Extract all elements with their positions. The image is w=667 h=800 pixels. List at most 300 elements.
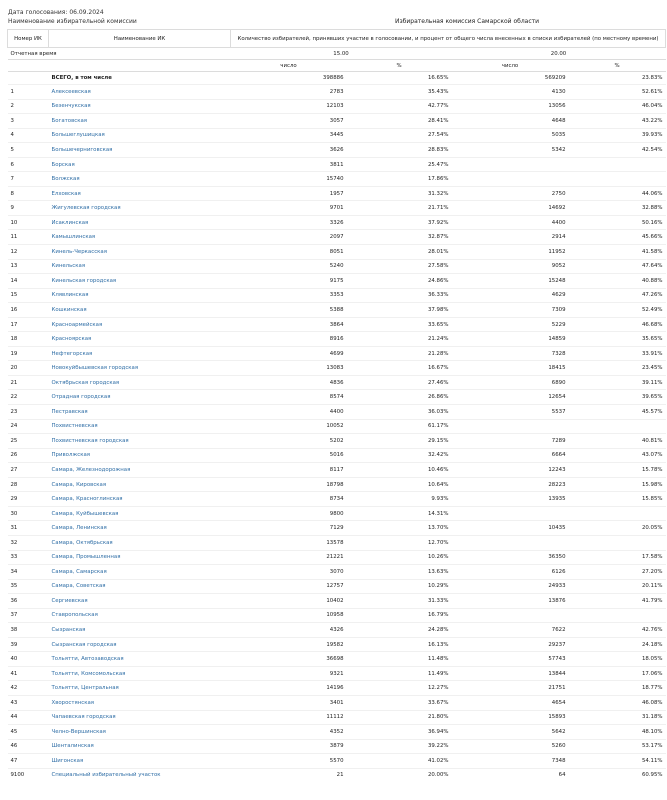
- commission-link[interactable]: Сызранская городская: [51, 641, 117, 648]
- commission-link[interactable]: Тольятти, Автозаводская: [51, 656, 124, 663]
- count-20: [452, 535, 569, 550]
- count-20: 5642: [452, 725, 569, 740]
- count-20: 4648: [452, 114, 569, 129]
- pct-15: 28.41%: [347, 114, 452, 129]
- count-20: 15893: [452, 710, 569, 725]
- row-number: 35: [8, 579, 49, 594]
- pct-20: 48.10%: [569, 725, 666, 740]
- count-20: [452, 172, 569, 187]
- total-row: [8, 72, 666, 85]
- row-number: 41: [8, 666, 49, 681]
- pct-20: 42.54%: [569, 143, 666, 158]
- pct-15: 10.29%: [347, 579, 452, 594]
- row-number: 36: [8, 594, 49, 609]
- row-name-cell: [49, 114, 231, 129]
- pct-15: 36.33%: [347, 288, 452, 303]
- count-20: 13844: [452, 666, 569, 681]
- commission-link[interactable]: Кинельская городская: [51, 277, 117, 284]
- row-name-cell: [49, 754, 231, 769]
- commission-link[interactable]: Красноярская: [51, 336, 92, 343]
- pct-15: 13.63%: [347, 565, 452, 580]
- table-row: [8, 303, 666, 318]
- pct-15: 39.22%: [347, 739, 452, 754]
- count-20: 29237: [452, 637, 569, 652]
- commission-link[interactable]: Отрадная городская: [51, 394, 111, 401]
- commission-link[interactable]: Алексеевская: [51, 88, 91, 95]
- count-15: 3401: [231, 695, 347, 710]
- pct-15: 41.02%: [347, 754, 452, 769]
- commission-link[interactable]: Ставропольская: [51, 612, 98, 619]
- pct-15: 35.43%: [347, 85, 452, 100]
- commission-link[interactable]: Самара, Ленинская: [51, 525, 107, 532]
- pct-20: 46.08%: [569, 695, 666, 710]
- table-row: [8, 725, 666, 740]
- row-number: 26: [8, 448, 49, 463]
- pct-20: 18.77%: [569, 681, 666, 696]
- commission-link[interactable]: Похвистневская городская: [51, 437, 129, 444]
- pct-20: 17.06%: [569, 666, 666, 681]
- commission-link[interactable]: Безенчукская: [51, 103, 91, 110]
- count-15: 8734: [231, 492, 347, 507]
- table-row: [8, 623, 666, 638]
- count-15: 3326: [231, 215, 347, 230]
- commission-link[interactable]: Пестравская: [51, 408, 88, 415]
- table-row: [8, 448, 666, 463]
- count-15: 3811: [231, 157, 347, 172]
- pct-15: 26.86%: [347, 390, 452, 405]
- pct-15: 61.17%: [347, 419, 452, 434]
- row-number: 29: [8, 492, 49, 507]
- count-20: 7289: [452, 434, 569, 449]
- row-number: 33: [8, 550, 49, 565]
- row-name-cell: [49, 535, 231, 550]
- row-number: 32: [8, 535, 49, 550]
- count-20: 6664: [452, 448, 569, 463]
- count-20: 5035: [452, 128, 569, 143]
- count-15: 9175: [231, 274, 347, 289]
- total-label: ВСЕГО, в том числе: [51, 75, 112, 81]
- row-name-cell: [49, 463, 231, 478]
- pct-15: 20.00%: [347, 768, 452, 782]
- row-number: 13: [8, 259, 49, 274]
- pct-20: 46.68%: [569, 317, 666, 332]
- pct-15: 24.86%: [347, 274, 452, 289]
- table-row: [8, 317, 666, 332]
- table-row: [8, 754, 666, 769]
- pct-15: 10.64%: [347, 477, 452, 492]
- pct-20: 31.18%: [569, 710, 666, 725]
- commission-link[interactable]: Тольятти, Комсомольская: [51, 670, 126, 677]
- pct-20: 39.11%: [569, 375, 666, 390]
- count-20: 13935: [452, 492, 569, 507]
- pct-15: 12.27%: [347, 681, 452, 696]
- count-20: 10435: [452, 521, 569, 536]
- row-number: 31: [8, 521, 49, 536]
- table-row: [8, 114, 666, 129]
- row-name-cell: [49, 230, 231, 245]
- table-row: [8, 594, 666, 609]
- commission-link[interactable]: Исаклинская: [51, 219, 89, 226]
- pct-15: 32.42%: [347, 448, 452, 463]
- pct-15: 12.70%: [347, 535, 452, 550]
- table-row: [8, 375, 666, 390]
- count-20: 4629: [452, 288, 569, 303]
- count-20: 11952: [452, 245, 569, 260]
- table-row: [8, 288, 666, 303]
- row-name-cell: [49, 710, 231, 725]
- pct-20: [569, 172, 666, 187]
- row-number: 21: [8, 375, 49, 390]
- pct-15: 29.15%: [347, 434, 452, 449]
- row-name-cell: [49, 186, 231, 201]
- total-count-15: 398886: [322, 75, 344, 81]
- pct-20: 35.65%: [569, 332, 666, 347]
- count-15: 3626: [231, 143, 347, 158]
- commission-link[interactable]: Чапаевская городская: [51, 714, 116, 721]
- commission-link[interactable]: Клявлинская: [51, 292, 89, 299]
- commission-link[interactable]: Приволжская: [51, 452, 91, 459]
- pct-20-header: %: [569, 60, 666, 72]
- commission-link[interactable]: Челно-Вершинская: [51, 728, 106, 735]
- pct-20: 45.66%: [569, 230, 666, 245]
- row-number: 20: [8, 361, 49, 376]
- row-name-cell: [49, 303, 231, 318]
- pct-15: 9.93%: [347, 492, 452, 507]
- count-20-header: число: [452, 60, 569, 72]
- row-name-cell: [49, 725, 231, 740]
- row-name-cell: [49, 637, 231, 652]
- count-20: 28223: [452, 477, 569, 492]
- pct-15: 28.01%: [347, 245, 452, 260]
- table-row: [8, 346, 666, 361]
- row-name-cell: [49, 201, 231, 216]
- table-row: [8, 477, 666, 492]
- commission-link[interactable]: Тольятти, Центральная: [51, 685, 119, 692]
- count-15: 1957: [231, 186, 347, 201]
- commission-name: Избирательная комиссия Самарской области: [395, 18, 540, 25]
- commission-link[interactable]: Нефтегорская: [51, 350, 93, 357]
- count-20: [452, 157, 569, 172]
- row-number: 14: [8, 274, 49, 289]
- count-20: [452, 419, 569, 434]
- pct-20: [569, 419, 666, 434]
- commission-link[interactable]: Сергиевская: [51, 597, 88, 604]
- commission-link[interactable]: Октябрьская городская: [51, 379, 120, 386]
- col-name-header: Наименование ИК: [49, 30, 231, 48]
- table-row: [8, 390, 666, 405]
- count-20: 5537: [452, 405, 569, 420]
- count-20: 6890: [452, 375, 569, 390]
- row-name-cell: [49, 332, 231, 347]
- count-15: 4699: [231, 346, 347, 361]
- count-15: 21: [231, 768, 347, 782]
- pct-20: 23.45%: [569, 361, 666, 376]
- pct-20: 45.57%: [569, 405, 666, 420]
- count-15: 19582: [231, 637, 347, 652]
- count-15: 4400: [231, 405, 347, 420]
- commission-link[interactable]: Камышлинская: [51, 234, 96, 241]
- count-15: 18798: [231, 477, 347, 492]
- commission-link[interactable]: Специальный избирательный участок: [51, 772, 161, 779]
- count-20: 21751: [452, 681, 569, 696]
- pct-15: 17.86%: [347, 172, 452, 187]
- pct-15: 27.54%: [347, 128, 452, 143]
- count-20: 15248: [452, 274, 569, 289]
- row-name-cell: [49, 172, 231, 187]
- commission-link[interactable]: Самара, Октябрьская: [51, 539, 113, 546]
- count-15: 5570: [231, 754, 347, 769]
- count-15: 4326: [231, 623, 347, 638]
- row-name-cell: [49, 434, 231, 449]
- commission-link[interactable]: Самара, Железнодорожная: [51, 466, 131, 473]
- count-20: 7309: [452, 303, 569, 318]
- row-name-cell: [49, 390, 231, 405]
- pct-15: 36.03%: [347, 405, 452, 420]
- count-15: 7129: [231, 521, 347, 536]
- commission-link[interactable]: Самара, Самарская: [51, 568, 107, 575]
- row-name-cell: [49, 739, 231, 754]
- table-row: [8, 521, 666, 536]
- count-15: 8117: [231, 463, 347, 478]
- table-row: [8, 492, 666, 507]
- commission-link[interactable]: Сызранская: [51, 627, 86, 633]
- row-number: 3: [8, 114, 49, 129]
- commission-link[interactable]: Борская: [51, 161, 75, 168]
- pct-15: 33.67%: [347, 695, 452, 710]
- pct-15: 16.79%: [347, 608, 452, 623]
- row-name-cell: [49, 375, 231, 390]
- row-number: 9100: [8, 768, 49, 782]
- table-row: [8, 637, 666, 652]
- row-name-cell: [49, 419, 231, 434]
- commission-link[interactable]: Жигулевская городская: [51, 205, 121, 212]
- row-name-cell: [49, 215, 231, 230]
- row-number: 34: [8, 565, 49, 580]
- pct-15: 36.94%: [347, 725, 452, 740]
- total-pct-15: 16.65%: [427, 75, 449, 81]
- total-pct-20: 23.83%: [641, 75, 663, 81]
- count-15: 5016: [231, 448, 347, 463]
- pct-20: 40.81%: [569, 434, 666, 449]
- pct-15: 27.58%: [347, 259, 452, 274]
- time-20-header: 20.00: [452, 48, 666, 60]
- row-name-cell: [49, 245, 231, 260]
- commission-link[interactable]: Самара, Куйбышевская: [51, 510, 119, 517]
- pct-20: 15.78%: [569, 463, 666, 478]
- row-name-cell: [49, 477, 231, 492]
- count-15: 4352: [231, 725, 347, 740]
- count-15: 2783: [231, 85, 347, 100]
- pct-20: 44.06%: [569, 186, 666, 201]
- row-name-cell: [49, 448, 231, 463]
- count-20: [452, 608, 569, 623]
- commission-link[interactable]: Большеглушицкая: [51, 132, 105, 139]
- pct-20: [569, 157, 666, 172]
- report-time-label: Отчетная время: [8, 48, 231, 60]
- pct-20: 50.16%: [569, 215, 666, 230]
- pct-15: 31.33%: [347, 594, 452, 609]
- count-20: 13876: [452, 594, 569, 609]
- pct-15: 11.48%: [347, 652, 452, 667]
- commission-link[interactable]: Богатовская: [51, 117, 88, 124]
- commission-link[interactable]: Самара, Советская: [51, 583, 106, 590]
- commission-link[interactable]: Кинельская: [51, 263, 86, 270]
- commission-link[interactable]: Большечерниговская: [51, 146, 113, 153]
- row-name-cell: [49, 608, 231, 623]
- count-20: 2914: [452, 230, 569, 245]
- row-name-cell: [49, 506, 231, 521]
- commission-link[interactable]: Новокуйбышевская городская: [51, 365, 139, 372]
- commission-link[interactable]: Самара, Красноглинская: [51, 496, 123, 503]
- commission-link[interactable]: Шигонская: [51, 757, 84, 764]
- row-number: 44: [8, 710, 49, 725]
- row-number: 37: [8, 608, 49, 623]
- commission-link[interactable]: Красноармейская: [51, 321, 103, 328]
- count-15: 14196: [231, 681, 347, 696]
- commission-link[interactable]: Самара, Промышленная: [51, 554, 121, 561]
- commission-link[interactable]: Волжская: [51, 176, 80, 183]
- row-name-cell: [49, 579, 231, 594]
- table-row: [8, 361, 666, 376]
- count-15: 5388: [231, 303, 347, 318]
- count-15: 9701: [231, 201, 347, 216]
- row-name-cell: [49, 550, 231, 565]
- count-15: 9321: [231, 666, 347, 681]
- count-15: 3070: [231, 565, 347, 580]
- row-number: 28: [8, 477, 49, 492]
- table-row: [8, 550, 666, 565]
- pct-15: 33.65%: [347, 317, 452, 332]
- count-20: 24933: [452, 579, 569, 594]
- count-20: 18415: [452, 361, 569, 376]
- row-number: 23: [8, 405, 49, 420]
- count-15: 3353: [231, 288, 347, 303]
- commission-link[interactable]: Самара, Кировская: [51, 481, 107, 488]
- table-row: [8, 681, 666, 696]
- row-number: 15: [8, 288, 49, 303]
- pct-20: 33.91%: [569, 346, 666, 361]
- row-number: 7: [8, 172, 49, 187]
- pct-20: [569, 535, 666, 550]
- commission-link[interactable]: Елховская: [51, 190, 81, 197]
- pct-20: 60.95%: [569, 768, 666, 782]
- count-15: 15740: [231, 172, 347, 187]
- table-row: [8, 652, 666, 667]
- row-name-cell: [49, 346, 231, 361]
- count-20: 9052: [452, 259, 569, 274]
- row-number: 10: [8, 215, 49, 230]
- pct-15: 16.67%: [347, 361, 452, 376]
- pct-20: 27.20%: [569, 565, 666, 580]
- table-row: [8, 579, 666, 594]
- pct-15: 37.92%: [347, 215, 452, 230]
- pct-15: 37.98%: [347, 303, 452, 318]
- table-row: [8, 157, 666, 172]
- row-number: 27: [8, 463, 49, 478]
- count-20: 14692: [452, 201, 569, 216]
- pct-15: 10.46%: [347, 463, 452, 478]
- table-row: [8, 172, 666, 187]
- pct-20: 46.04%: [569, 99, 666, 114]
- pct-20: 47.26%: [569, 288, 666, 303]
- count-15: 3864: [231, 317, 347, 332]
- count-15: 11112: [231, 710, 347, 725]
- row-number: 22: [8, 390, 49, 405]
- pct-20: 17.58%: [569, 550, 666, 565]
- row-number: 39: [8, 637, 49, 652]
- row-number: 25: [8, 434, 49, 449]
- count-20: 13056: [452, 99, 569, 114]
- table-row: [8, 666, 666, 681]
- row-name-cell: [49, 695, 231, 710]
- pct-15: 11.49%: [347, 666, 452, 681]
- row-name-cell: [49, 521, 231, 536]
- row-name-cell: [49, 99, 231, 114]
- commission-link[interactable]: Похвистневская: [51, 423, 98, 430]
- table-row: [8, 463, 666, 478]
- count-15: 10958: [231, 608, 347, 623]
- count-20: 2750: [452, 186, 569, 201]
- row-number: 43: [8, 695, 49, 710]
- count-15: 4836: [231, 375, 347, 390]
- count-15: 8574: [231, 390, 347, 405]
- row-number: 18: [8, 332, 49, 347]
- pct-20: 40.88%: [569, 274, 666, 289]
- pct-15: 21.28%: [347, 346, 452, 361]
- row-number: 5: [8, 143, 49, 158]
- count-20: 7348: [452, 754, 569, 769]
- pct-20: 42.76%: [569, 623, 666, 638]
- commission-link[interactable]: Кошкинская: [51, 306, 87, 313]
- row-number: 38: [8, 623, 49, 638]
- pct-20: 15.85%: [569, 492, 666, 507]
- count-20: 5342: [452, 143, 569, 158]
- commission-link[interactable]: Кинель-Черкасская: [51, 248, 107, 255]
- col-number-header: Номер ИК: [8, 30, 49, 48]
- row-name-cell: [49, 768, 231, 782]
- row-name-cell: [49, 666, 231, 681]
- row-name-cell: [49, 128, 231, 143]
- pct-20: 20.11%: [569, 579, 666, 594]
- commission-link[interactable]: Шенталинская: [51, 743, 94, 750]
- row-number: 42: [8, 681, 49, 696]
- commission-label: Наименование избирательной комиссии: [8, 18, 137, 25]
- pct-20: [569, 608, 666, 623]
- row-name-cell: [49, 492, 231, 507]
- table-row: [8, 99, 666, 114]
- pct-20: 39.65%: [569, 390, 666, 405]
- pct-20: 53.17%: [569, 739, 666, 754]
- row-number: 2: [8, 99, 49, 114]
- row-name-cell: [49, 652, 231, 667]
- count-20: [452, 506, 569, 521]
- table-row: [8, 186, 666, 201]
- commission-link[interactable]: Хворостянская: [51, 699, 95, 706]
- row-number: 17: [8, 317, 49, 332]
- pct-20: 47.64%: [569, 259, 666, 274]
- count-20: 6126: [452, 565, 569, 580]
- pct-15: 25.47%: [347, 157, 452, 172]
- pct-20: 39.93%: [569, 128, 666, 143]
- table-row: [8, 739, 666, 754]
- pct-20: 18.05%: [569, 652, 666, 667]
- pct-20: 32.88%: [569, 201, 666, 216]
- turnout-table: [7, 29, 666, 782]
- total-count-20: 569209: [544, 75, 566, 81]
- pct-15: 28.83%: [347, 143, 452, 158]
- row-name-cell: [49, 259, 231, 274]
- pct-15: 42.77%: [347, 99, 452, 114]
